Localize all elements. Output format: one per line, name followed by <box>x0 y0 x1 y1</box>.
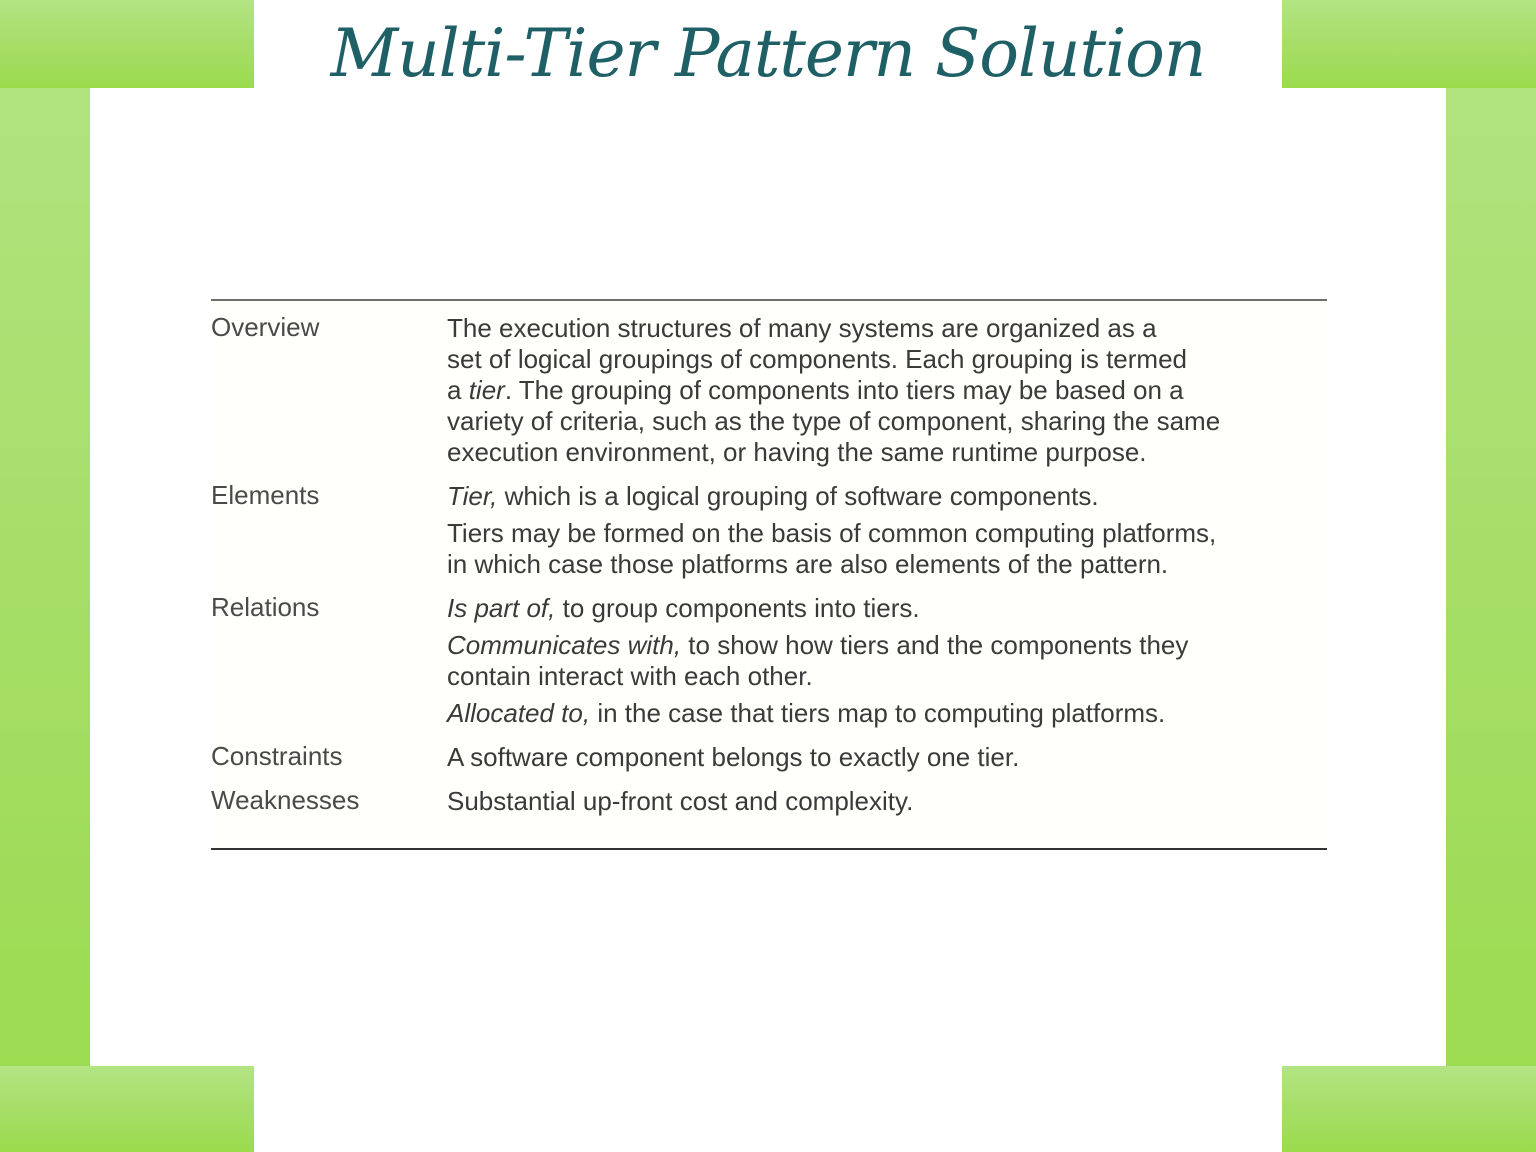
desc-line: execution environment, or having the same runtime purpose. <box>447 437 1147 467</box>
desc-term: Tier, <box>447 481 498 511</box>
row-desc-elements <box>447 481 1327 580</box>
table-bottom-rule <box>211 848 1327 850</box>
row-label-constraints: Constraints <box>211 741 343 771</box>
row-desc-overview <box>447 313 1327 468</box>
desc-text: a <box>447 375 469 405</box>
desc-line <box>447 593 1327 624</box>
desc-line: contain interact with each other. <box>447 661 813 691</box>
desc-term: tier <box>468 375 505 405</box>
desc-text: in the case that tiers map to computing platforms. <box>590 698 1166 728</box>
desc-text: which is a logical grouping of software components. <box>497 481 1099 511</box>
desc-line: The execution structures of many systems are organized as a <box>447 313 1157 343</box>
desc-line <box>447 481 1327 512</box>
desc-line <box>447 375 1327 406</box>
desc-line: set of logical groupings of components. Each grouping is termed <box>447 344 1187 374</box>
desc-line: in which case those platforms are also elements of the pattern. <box>447 549 1169 579</box>
desc-line: Tiers may be formed on the basis of common computing platforms, <box>447 518 1217 548</box>
desc-term: Communicates with, <box>447 630 682 660</box>
row-label-relations: Relations <box>211 592 320 622</box>
row-label-overview: Overview <box>211 312 320 342</box>
row-desc-constraints <box>447 742 1327 773</box>
row-desc-weaknesses <box>447 786 1327 817</box>
desc-line <box>447 630 1327 661</box>
desc-line <box>447 698 1327 729</box>
frame-left-bottom-block <box>0 1066 254 1152</box>
desc-line: Substantial up-front cost and complexity. <box>447 786 914 816</box>
frame-left-strip <box>0 0 90 1152</box>
desc-term: Allocated to, <box>447 698 591 728</box>
pattern-table <box>211 299 1327 851</box>
table-top-rule <box>211 299 1327 301</box>
desc-line: A software component belongs to exactly one tier. <box>447 742 1020 772</box>
row-label-weaknesses: Weaknesses <box>211 785 360 815</box>
desc-text: to show how tiers and the components they <box>681 630 1189 660</box>
desc-text: to group components into tiers. <box>555 593 920 623</box>
frame-right-bottom-block <box>1282 1066 1536 1152</box>
desc-term: Is part of, <box>447 593 556 623</box>
slide-title: Multi-Tier Pattern Solution <box>330 15 1206 92</box>
desc-text: . The grouping of components into tiers may be based on a <box>504 375 1184 405</box>
row-desc-relations <box>447 593 1327 729</box>
row-label-elements: Elements <box>211 480 320 510</box>
frame-right-strip <box>1446 0 1536 1152</box>
desc-line: variety of criteria, such as the type of component, sharing the same <box>447 406 1221 436</box>
